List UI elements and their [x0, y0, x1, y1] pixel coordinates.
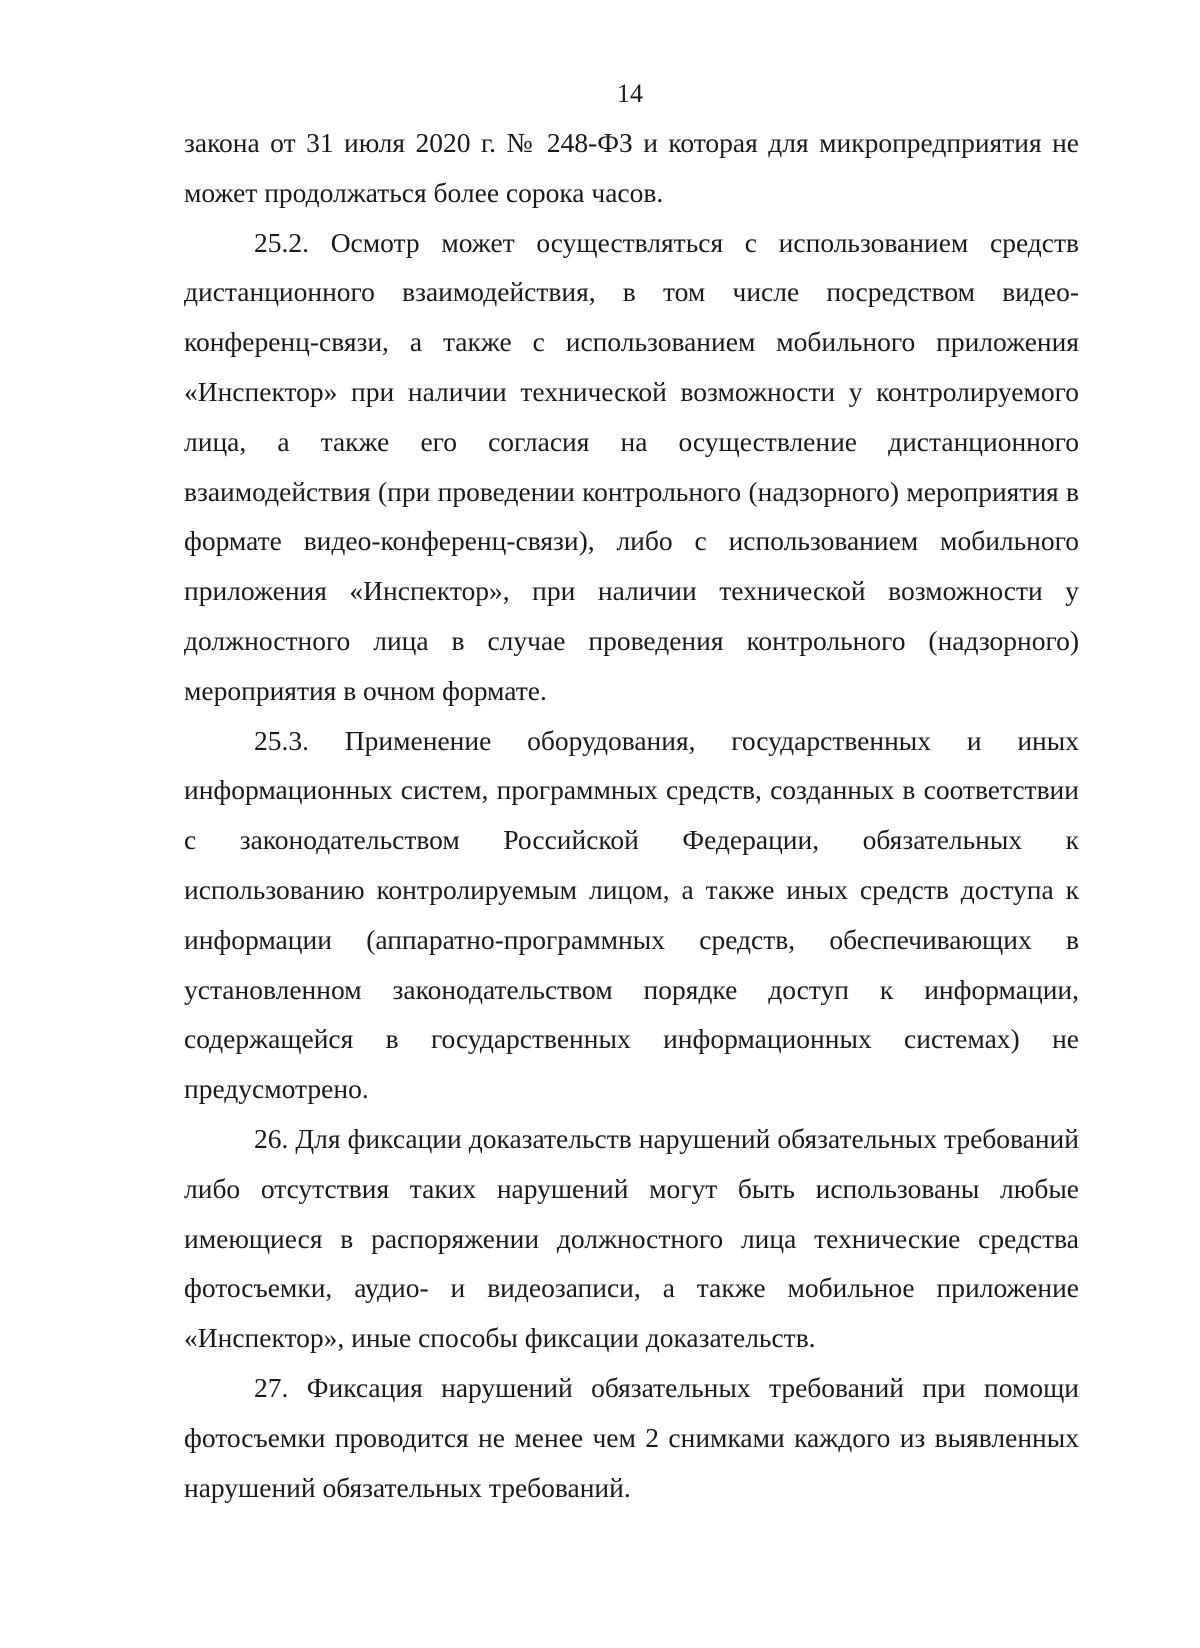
paragraph-25-3: 25.3. Применение оборудования, государственных и иных информационных систем, программных средств, созданных в соответствии с законодательством Российской Федерации, обязательных к использованию контролируемым лицом, а также иных средств доступа к информации (аппаратно-программных средств, обеспечивающих в установленном законодательством порядке доступ к информации, содержащейся в государственных информационных системах) не предусмотрено. — [184, 724, 1079, 1105]
paragraph-continuation: закона от 31 июля 2020 г. № 248-ФЗ и которая для микропредприятия не может продолжаться более сорока часов. — [184, 127, 1079, 208]
document-body — [184, 118, 1079, 1512]
page-number: 14 — [617, 79, 643, 108]
paragraph-26: 26. Для фиксации доказательств нарушений обязательных требований либо отсутствия таких нарушений могут быть использованы любые имеющиеся в распоряжении должностного лица технические средства фотосъемки, аудио- и видеозаписи, а также мобильное приложение «Инспектор», иные способы фиксации доказательств. — [184, 1122, 1079, 1354]
paragraph-27: 27. Фиксация нарушений обязательных требований при помощи фотосъемки проводится не менее чем 2 снимками каждого из выявленных нарушений обязательных требований. — [184, 1371, 1079, 1503]
paragraph-25-2: 25.2. Осмотр может осуществляться с использованием средств дистанционного взаимодействия, в том числе посредством видео-конференц-связи, а также с использованием мобильного приложения «Инспектор» при наличии технической возможности у контролируемого лица, а также его согласия на осуществление дистанционного взаимодействия (при проведении контрольного (надзорного) мероприятия в формате видео-конференц-связи), либо с использованием мобильного приложения «Инспектор», при наличии технической возможности у должностного лица в случае проведения контрольного (надзорного) мероприятия в очном формате. — [184, 226, 1079, 706]
